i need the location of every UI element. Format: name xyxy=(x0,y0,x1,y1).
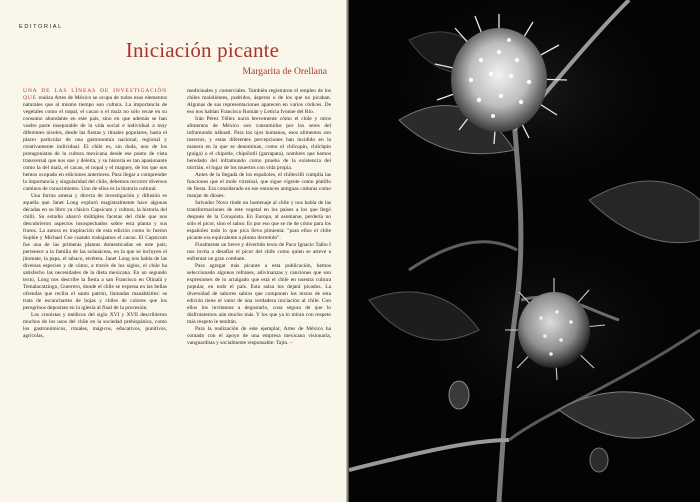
text-column-left xyxy=(23,88,167,340)
paragraph: Para la realización de este ejemplar, Artes de México ha contado con el apoyo de una empresa mexicana visionaria, vanguardista y socialmente responsable: Tajín. ~ xyxy=(187,326,331,346)
right-page-photo xyxy=(349,0,700,502)
paragraph: UNA DE LAS LÍNEAS DE INVESTIGACIÓN QUE realiza Artes de México se ocupa de todos esos elementos naturales que al mismo tiempo son cultura. La importancia de vegetales como el nopal, el cacao o el maíz no sólo recae en su consumo abundante en este país, sino en que además se han vuelto parte inseparable de la vida social e individual a muy diferentes niveles, desde las fiestas y rituales populares, hasta el placer particular de una gastronomía nacional, regional y creativamente individual. El chile es, sin duda, uno de los protagonistas de la cultura mexicana desde ese punto de vista transversal que nos une y deleita, y su historia es tan apasionante como la del maíz, el cacao, el nopal y el maguey, de los que nos hemos ocupado en ediciones anteriores. Para llegar a comprender la importancia y singularidad del chile, debemos recorrer diversos caminos de conocimiento. Uno de ellos es la historia cultural. xyxy=(23,88,167,192)
paragraph: Irán Pérez Téllez narra brevemente cómo el chile y otros alimentos de México son consumidos por los seres del inframundo náhuatl. Para los ojos humanos, esos alimentos son insectos, y estas diferentes percepciones han incidido en la manera en la que se denominan, como el chilcopin, chilchpin (pulga) o el chipotle, chipólotli (garrapata), nombres que hemos heredado del inframundo como prueba de la existencia del mictlán, el lugar de los muertos con vida propia. xyxy=(187,116,331,171)
paragraph: Antes de la llegada de los españoles, el chiltecilli cumplía las funciones que el mole virreinal, que sigue vigente como platillo de fiesta. Era considerado en ese entonces antiguas culturas como manjar de dioses. xyxy=(187,172,331,199)
text-column-right xyxy=(187,88,331,347)
paragraph: Los cronistas y médicos del siglo XVI y XVII describieron muchos de los usos del chile en la sociedad prehispánica, como los gastronómicos, rituales, mágicos, educativos, punitivos, agrícolas, xyxy=(23,312,167,339)
paragraph: medicinales y comerciales. También registraron el empleo de los chiles maloliéntes, podridos, ásperos o de los que no picaban. Algunas de sus representaciones aparecen en varios códices. De eso nos hablan Francisco Román y Leticia Ivonne del Río. xyxy=(187,88,331,115)
paragraph: Una forma amena y directa de investigación y difusión es aquella que Janet Long exploró magistralmente hace algunas décadas en su libro ya clásico Capsicum y cultura, la historia del chilli. Su estudio abarcó múltiples facetas del chile que nos descubrieron aspectos insospechados sobre esta planta y sus frutos. La autora es inspiración de esta edición como lo fueron Sophie y Michael Coe cuando trabajamos el cacao. El Capsicum fue una de las primeras plantas domesticadas en este país; pertenece a la familia de las solanáceas, en la que se incluyen el jitomate, la papa, el tabaco, etcétera. Janet Long nos habla de las diversas especies y de cómo, a través de los siglos, el chile ha satisfecho las necesidades de la dieta mexicana. En un segundo texto, Long nos describe la fiesta a san Francisco en Olinalá y Temalacatzingo, Guerrero, donde el chile se expresa en las bellas ofrendas que reciba el santo patrón, llamadas manáhkitles: se trata de escanchartes de hojas y chiles de colores que los peregrinos depositan en la iglesia al final de la procesión. xyxy=(23,193,167,311)
paragraph: Para agregar más picante a esta publicación, hemos seleccionado algunos refranes, adivinanzas y canciones que son expresiones de lo arraigado que está el chile en nuestra cultura popular, en todo el país. Esta salsa los dejará picados. La diversidad de sabores sabios que componen los textos de esta edición tiene el valor de una verdadera iniciación al chile. Con ellos los invitamos a degustarlo, cosa segura de que lo disfrutaremos aún mucho más. Y los que ya lo miran con respeto más respeto le tendrán. xyxy=(187,263,331,325)
paragraph: Salvador Novo rinde un homenaje al chile y nos habla de las transformaciones de este vegetal en los países a los que llegó después de la Conquista. En Europa, al asomarse, perdería no sólo el picor, sino el sabor. Es por eso que se ríe de cómo para los españoles todo lo que pica lleva pimienta: "para ellos el chile picante era equivalente a plomo derretido". xyxy=(187,200,331,241)
article-title: Iniciación picante xyxy=(125,38,280,62)
article-author: Margarita de Orellana xyxy=(242,66,327,77)
end-mark-icon: ~ xyxy=(289,340,293,346)
left-page xyxy=(0,0,349,502)
dropcap-lead: UNA DE LAS LÍNEAS DE INVESTIGACIÓN QUE xyxy=(23,88,167,101)
paragraph: Finalmente un breve y divertido texto de Paco Ignacio Taibo I nos invita a desafiar el picor del chile como quien se atreve a enfrentar un gran combate. xyxy=(187,242,331,262)
datura-plant-photo xyxy=(349,0,700,502)
section-label: EDITORIAL xyxy=(19,24,63,30)
